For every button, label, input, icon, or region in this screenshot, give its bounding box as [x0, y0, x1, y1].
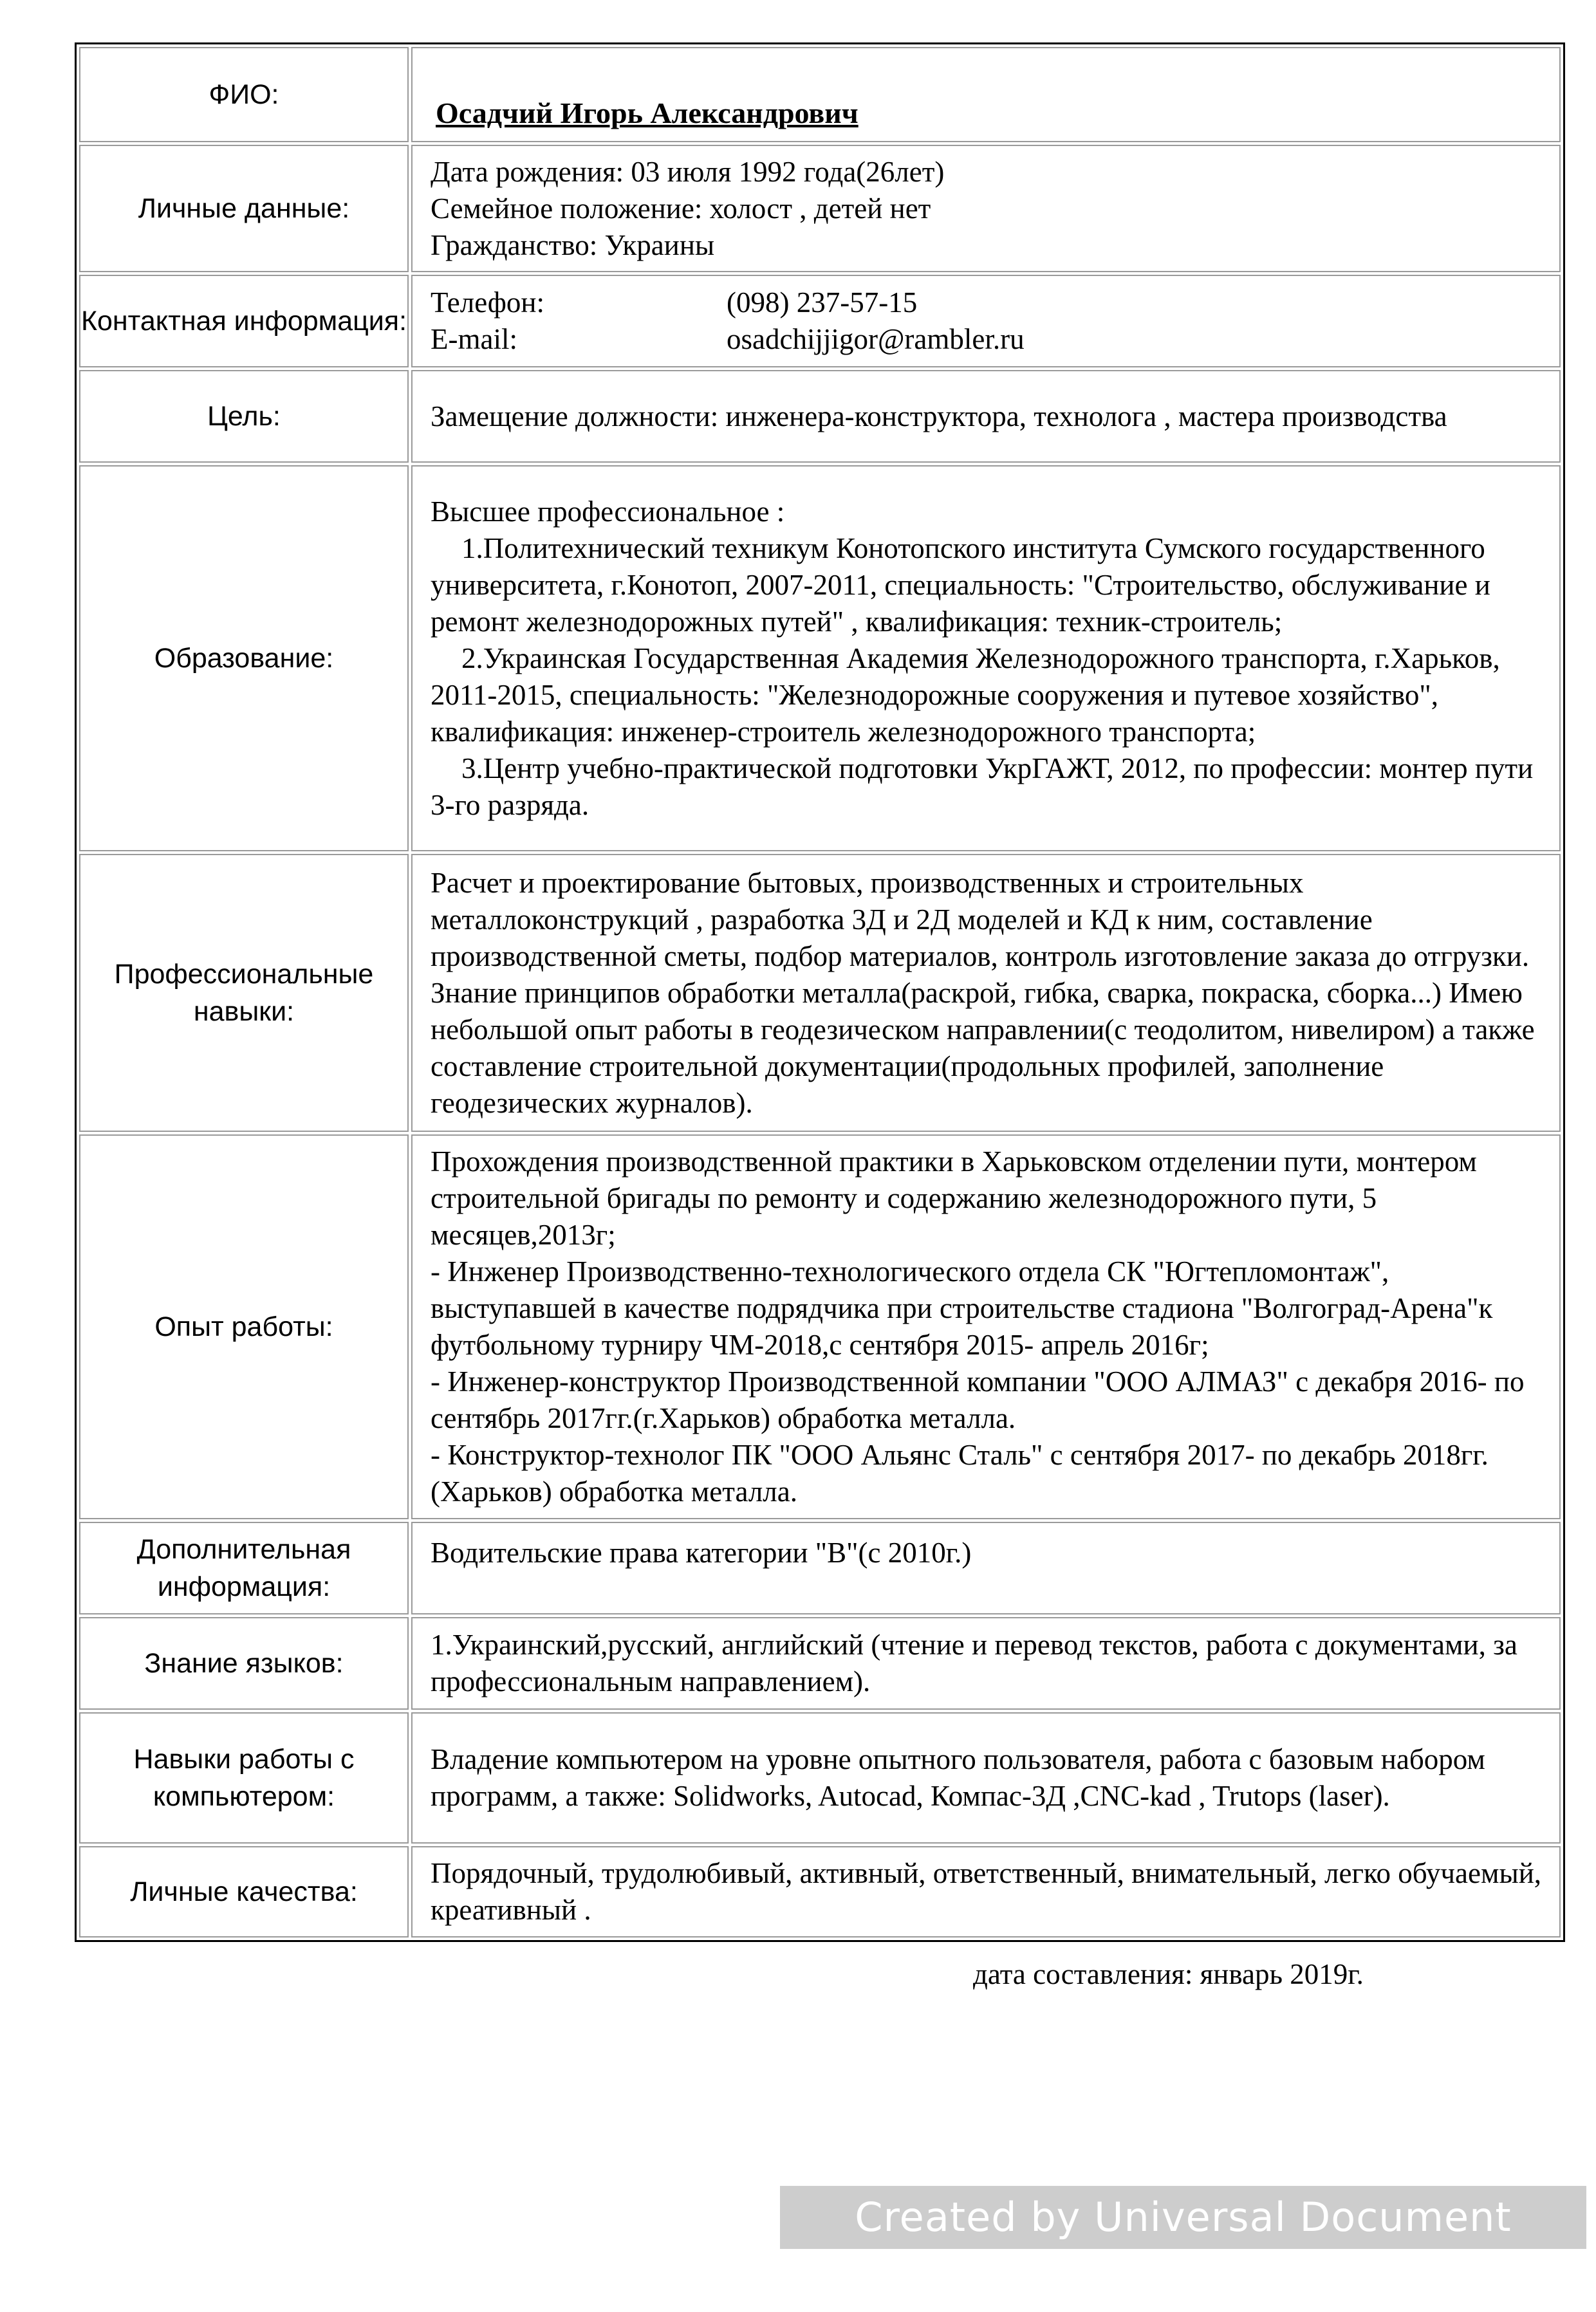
row-contacts [79, 275, 1561, 367]
experience-item-1: Прохождения производственной практики в Харьковском отделении пути, монтером строительной бригады по ремонту и содержанию железнодорожного пути, 5 месяцев,2013г; [431, 1145, 1477, 1251]
email-row [431, 321, 1545, 358]
personal-family: Семейное положение: холост , детей нет [431, 192, 931, 225]
cell-contacts [411, 275, 1561, 367]
row-computer [79, 1712, 1561, 1844]
personal-birth: Дата рождения: 03 июля 1992 года(26лет) [431, 155, 945, 188]
row-fio [79, 47, 1561, 142]
phone-row [431, 284, 1545, 321]
label-languages: Знание языков: [79, 1617, 409, 1710]
label-education: Образование: [79, 465, 409, 851]
label-skills: Профессиональные навыки: [79, 854, 409, 1132]
cell-skills: Расчет и проектирование бытовых, производственных и строительных металлоконструкций , разработка 3Д и 2Д моделей и КД к ним, составление производственной сметы, подбор материалов, контроль изготовление заказа до отгрузки. Знание принципов обработки металла(раскрой, гибка, сварка, покраска, сборка...) Имею небольшой опыт работы в геодезическом направлении(с теодолитом, нивелиром) а также составление строительной документации(продольных профилей, заполнение геодезических журналов). [411, 854, 1561, 1132]
label-fio: ФИО: [79, 47, 409, 142]
cell-qualities: Порядочный, трудолюбивый, активный, ответственный, внимательный, легко обучаемый, креативный . [411, 1846, 1561, 1937]
cell-experience [411, 1134, 1561, 1519]
phone-key: Телефон: [431, 286, 544, 319]
email-key: E-mail: [431, 323, 517, 355]
cell-personal [411, 145, 1561, 272]
experience-item-3: - Инженер-конструктор Производственной компании "ООО АЛМАЗ" с декабря 2016- по сентябрь 2017гг.(г.Харьков) обработка металла. [431, 1365, 1525, 1434]
row-languages [79, 1617, 1561, 1710]
row-additional [79, 1522, 1561, 1614]
row-qualities [79, 1846, 1561, 1937]
education-intro: Высшее профессиональное : [431, 495, 785, 528]
label-computer: Навыки работы с компьютером: [79, 1712, 409, 1844]
education-item-3: 3.Центр учебно-практической подготовки УкрГАЖТ, 2012, по профессии: монтер пути 3-го разряда. [431, 752, 1534, 821]
email-value: osadchijjigor@rambler.ru [727, 323, 1025, 355]
education-item-1: 1.Политехнический техникум Конотопского института Сумского государственного университета, г.Конотоп, 2007-2011, специальность: "Строительство, обслуживание и ремонт железнодорожных путей" , квалификация: техник-строитель; [431, 532, 1490, 638]
cell-computer: Владение компьютером на уровне опытного пользователя, работа с базовым набором программ, а также: Solidworks, Autocad, Компас-3Д ,CNC-kad , Trutops (laser). [411, 1712, 1561, 1844]
cell-languages: 1.Украинский,русский, английский (чтение и перевод текстов, работа с документами, за профессиональным направлением). [411, 1617, 1561, 1710]
label-goal: Цель: [79, 370, 409, 463]
full-name: Осадчий Игорь Александрович [436, 97, 858, 129]
experience-item-2: - Инженер Производственно-технологического отдела СК "Югтепломонтаж", выступавшей в качестве подрядчика при строительстве стадиона "Волгоград-Арена"к футбольному турниру ЧМ-2018,с сентября 2015- апрель 2016г; [431, 1255, 1493, 1361]
label-experience: Опыт работы: [79, 1134, 409, 1519]
cell-additional: Водительские права категории "B"(с 2010г.) [411, 1522, 1561, 1614]
label-personal: Личные данные: [79, 145, 409, 272]
label-additional: Дополнительная информация: [79, 1522, 409, 1614]
cell-education [411, 465, 1561, 851]
row-education [79, 465, 1561, 851]
experience-item-4: - Конструктор-технолог ПК "ООО Альянс Сталь" с сентября 2017- по декабрь 2018гг.(Харьков) обработка металла. [431, 1439, 1489, 1508]
row-experience [79, 1134, 1561, 1519]
watermark-banner: Created by Universal Document Converter [780, 2186, 1586, 2249]
phone-value: (098) 237-57-15 [727, 286, 918, 319]
label-qualities: Личные качества: [79, 1846, 409, 1937]
resume-table [75, 42, 1565, 1942]
row-goal [79, 370, 1561, 463]
row-personal [79, 145, 1561, 272]
cell-goal: Замещение должности: инженера-конструктора, технолога , мастера производства [411, 370, 1561, 463]
label-contacts: Контактная информация: [79, 275, 409, 367]
cell-fio [411, 47, 1561, 142]
personal-citizenship: Гражданство: Украины [431, 228, 715, 261]
row-skills [79, 854, 1561, 1132]
education-item-2: 2.Украинская Государственная Академия Железнодорожного транспорта, г.Харьков, 2011-2015, специальность: "Железнодорожные сооружения и путевое хозяйство", квалификация: инженер-строитель железнодорожного транспорта; [431, 642, 1500, 748]
compilation-date: дата составления: январь 2019г. [973, 1958, 1364, 1990]
